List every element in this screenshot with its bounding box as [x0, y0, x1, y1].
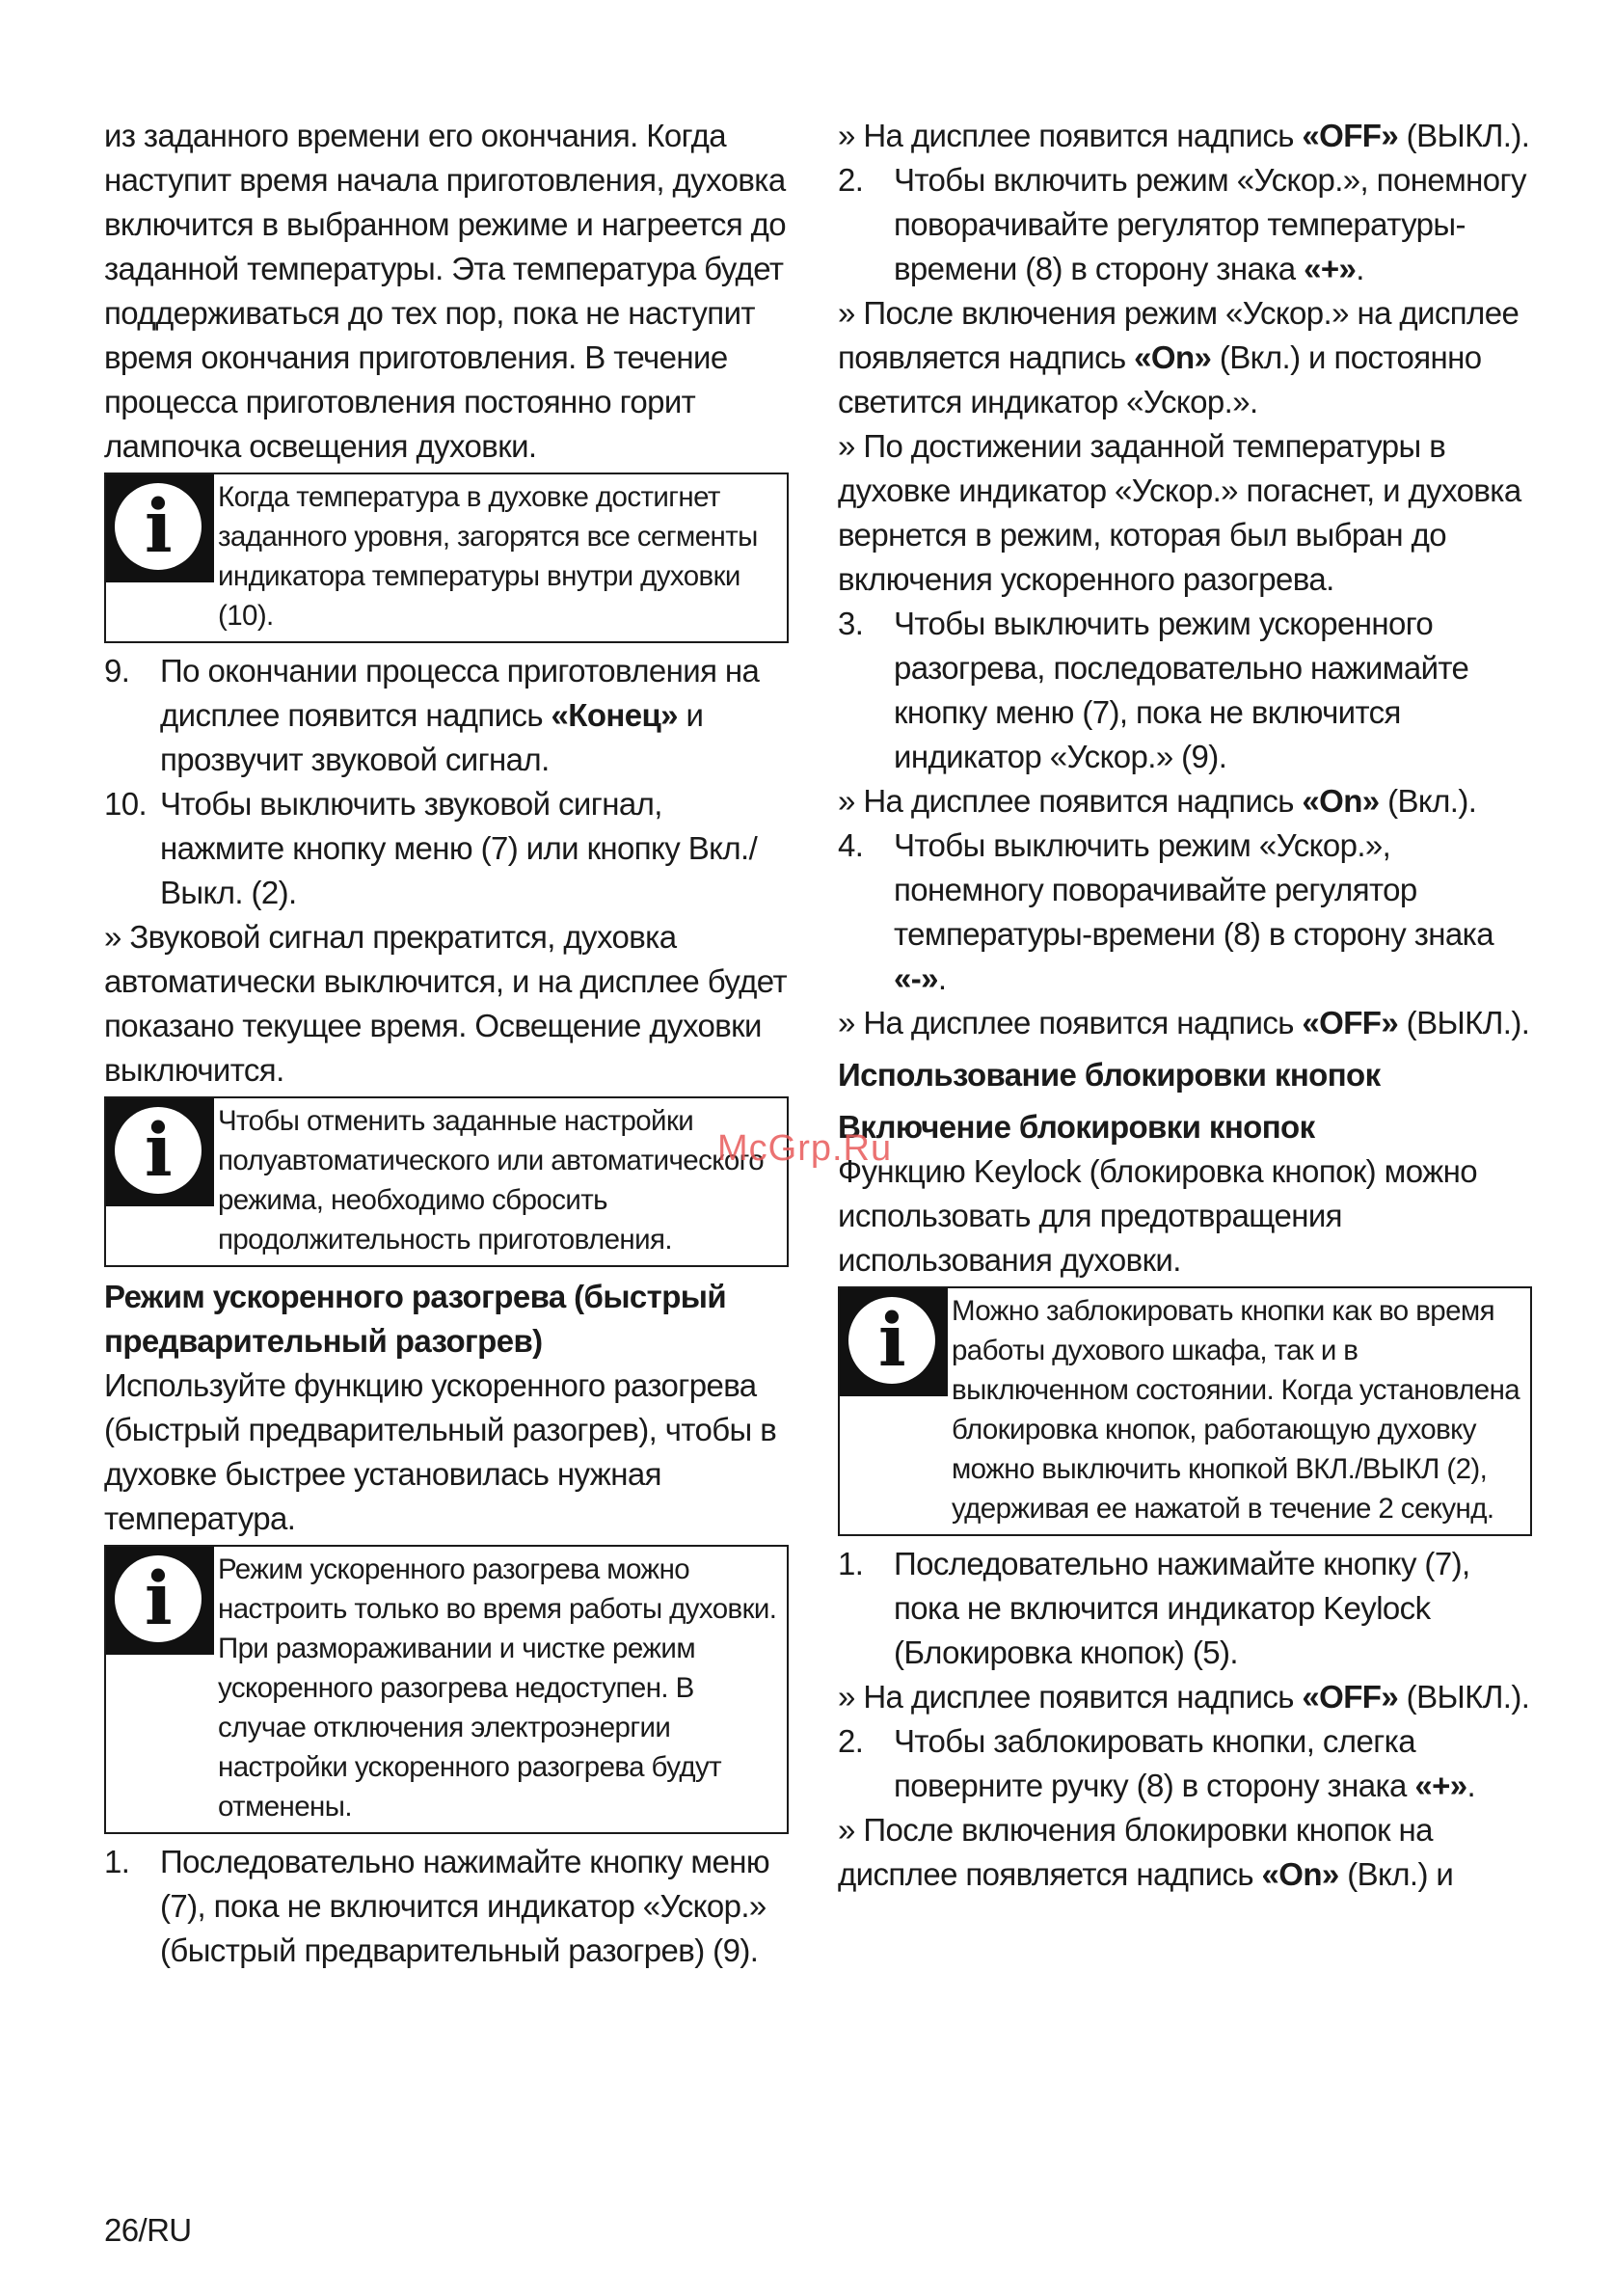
list-item: 4. Чтобы выключить режим «Ускор.», понемногу поворачивайте регулятор температуры-времени (8) в сторону знака «-». — [838, 827, 1493, 996]
info-icon: i — [840, 1288, 948, 1396]
info-icon: i — [106, 474, 214, 582]
paragraph: » После включения блокировки кнопок на дисплее появляется надпись «On» (Вкл.) и — [838, 1812, 1454, 1892]
watermark: McGrp.Ru — [717, 1128, 893, 1169]
section-heading: Использование блокировки кнопок — [838, 1057, 1381, 1093]
right-column — [838, 114, 1532, 1897]
list-item: 10. Чтобы выключить звуковой сигнал, нажмите кнопку меню (7) или кнопку Вкл./Выкл. (2). — [104, 786, 758, 910]
paragraph: » На дисплее появится надпись «OFF» (ВЫКЛ.). — [838, 1679, 1530, 1715]
info-text: Можно заблокировать кнопки как во время работы духового шкафа, так и в выключенном состоянии. Когда установлена блокировка кнопок, работающую духовку можно выключить кнопкой ВКЛ./ВЫКЛ (2), удерживая ее нажатой в течение 2 секунд. — [952, 1295, 1520, 1525]
list-item: 9. По окончании процесса приготовления на дисплее появится надпись «Конец» и прозвучит звуковой сигнал. — [104, 653, 760, 777]
list-item: 2. Чтобы включить режим «Ускор.», понемногу поворачивайте регулятор температуры-времени (8) в сторону знака «+». — [838, 162, 1526, 286]
paragraph: » После включения режим «Ускор.» на дисплее появляется надпись «On» (Вкл.) и постоянно светится индикатор «Ускор.». — [838, 295, 1520, 419]
paragraph: » Звуковой сигнал прекратится, духовка автоматически выключится, и на дисплее будет показано текущее время. Освещение духовки выключится. — [104, 919, 787, 1088]
info-box — [104, 473, 789, 643]
paragraph: » По достижении заданной температуры в духовке индикатор «Ускор.» погаснет, и духовка вернется в режим, которая был выбран до включения ускоренного разогрева. — [838, 428, 1521, 597]
info-text: Режим ускоренного разогрева можно настроить только во время работы духовки. При размораживании и чистке режим ускоренного разогрева недоступен. В случае отключения электроэнергии настройки ускоренного разогрева будут отменены. — [218, 1553, 777, 1823]
paragraph: » На дисплее появится надпись «On» (Вкл.). — [838, 783, 1477, 819]
list-item: 1. Последовательно нажимайте кнопку меню (7), пока не включится индикатор «Ускор.» (быстрый предварительный разогрев) (9). — [104, 1844, 770, 1968]
paragraph: из заданного времени его окончания. Когда наступит время начала приготовления, духовка включится в выбранном режиме и нагреется до заданной температуры. Эта температура будет поддерживаться до тех пор, пока не наступит время окончания приготовления. В течение процесса приготовления постоянно горит лампочка освещения духовки. — [104, 118, 787, 464]
info-text: Чтобы отменить заданные настройки полуавтоматического или автоматического режима, необходимо сбросить продолжительность приготовления. — [218, 1105, 764, 1256]
list-item: 3. Чтобы выключить режим ускоренного разогрева, последовательно нажимайте кнопку меню (7), пока не включится индикатор «Ускор.» (9). — [838, 606, 1469, 774]
info-icon: i — [106, 1098, 214, 1206]
info-box — [838, 1286, 1532, 1536]
left-column — [104, 114, 789, 1973]
list-item: 1. Последовательно нажимайте кнопку (7), пока не включится индикатор Keylock (Блокировка кнопок) (5). — [838, 1546, 1470, 1670]
paragraph: » На дисплее появится надпись «OFF» (ВЫКЛ.). — [838, 118, 1530, 153]
paragraph: Функцию Keylock (блокировка кнопок) можно использовать для предотвращения использования духовки. — [838, 1153, 1477, 1278]
subsection-heading: Включение блокировки кнопок — [838, 1109, 1315, 1145]
paragraph: » На дисплее появится надпись «OFF» (ВЫКЛ.). — [838, 1005, 1530, 1040]
paragraph: Используйте функцию ускоренного разогрева (быстрый предварительный разогрев), чтобы в духовке быстрее установилась нужная температура. — [104, 1367, 777, 1536]
list-item: 2. Чтобы заблокировать кнопки, слегка поверните ручку (8) в сторону знака «+». — [838, 1723, 1476, 1803]
info-text: Когда температура в духовке достигнет заданного уровня, загорятся все сегменты индикатора температуры внутри духовки (10). — [218, 481, 758, 632]
info-icon: i — [106, 1547, 214, 1655]
info-box — [104, 1545, 789, 1834]
section-heading: Режим ускоренного разогрева (быстрый предварительный разогрев) — [104, 1279, 727, 1359]
info-box — [104, 1096, 789, 1267]
page-number: 26/RU — [104, 2212, 192, 2248]
